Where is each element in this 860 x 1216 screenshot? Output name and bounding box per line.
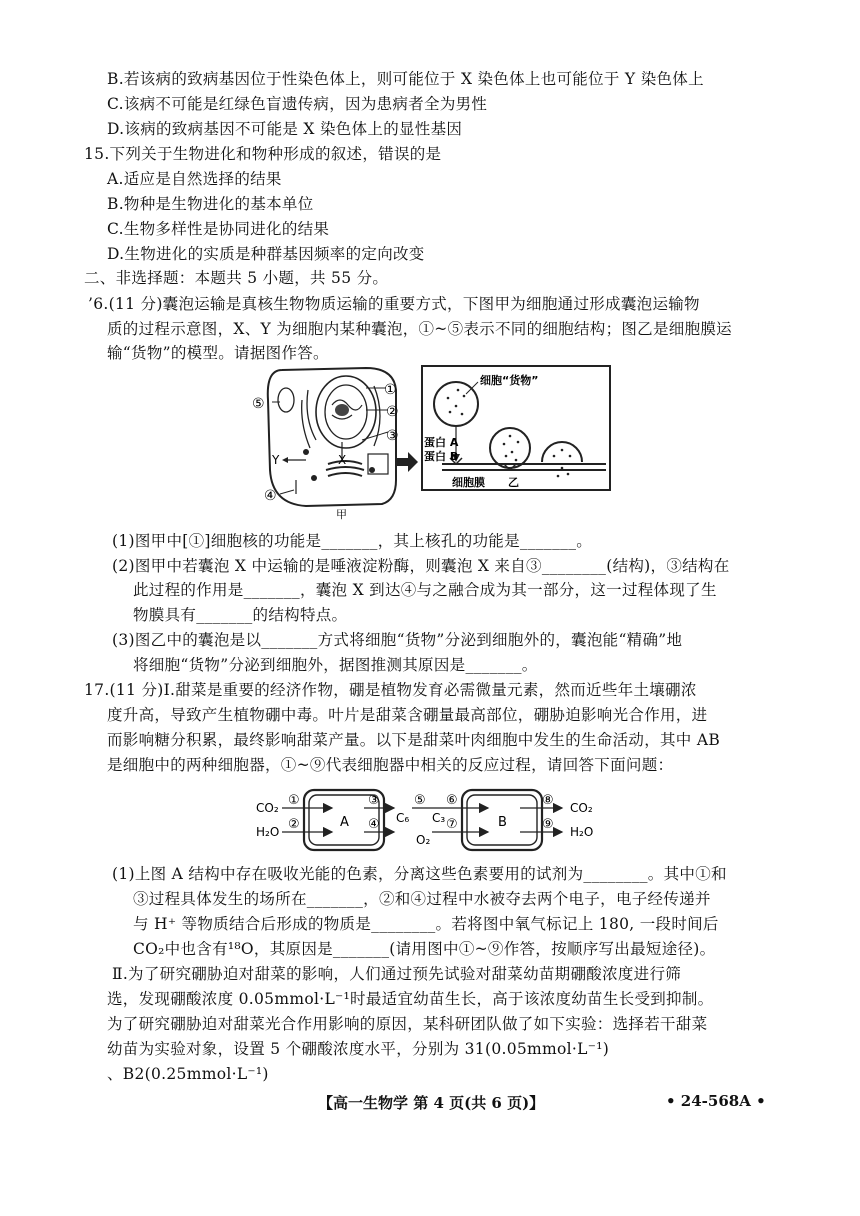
label-h2o-out: H₂O [570, 825, 594, 839]
vesicle-transport-figure [246, 360, 616, 522]
label-2: ② [386, 404, 399, 420]
q15-stem: 15.下列关于生物进化和物种形成的叙述，错误的是 [84, 145, 442, 163]
label-c3: C₃ [432, 811, 446, 825]
step-7: ⑦ [446, 817, 458, 832]
label-protein-a: 蛋白 A [424, 436, 459, 449]
organelle-process-figure [252, 784, 612, 856]
page-footer: 【高一生物学 第 4 页(共 6 页)】 [318, 1094, 545, 1112]
q17-part1-line2: ③过程具体发生的场所在_______，②和④过程中水被夺去两个电子，电子经传递并 [133, 890, 711, 908]
q17-part2-line4: 幼苗为实验对象，设置 5 个硼酸浓度水平，分别为 31(0.05mmol·L⁻¹) [107, 1040, 610, 1058]
q14-option-c: C.该病不可能是红绿色盲遗传病，因为患病者全为男性 [107, 95, 488, 113]
q17-part2-line2: 选，发现硼酸浓度 0.05mmol·L⁻¹时最适宜幼苗生长，高于该浓度幼苗生长受到抑制。 [107, 990, 714, 1008]
step-8: ⑧ [542, 793, 554, 808]
q16-stem-line1: ’6.(11 分)囊泡运输是真核生物物质运输的重要方式，下图甲为细胞通过形成囊泡运输物 [88, 295, 700, 313]
q16-stem-line3: 输“货物”的模型。请据图作答。 [107, 344, 329, 362]
arrow-icon [396, 452, 418, 472]
label-co2-out: CO₂ [570, 801, 593, 815]
q17-stem-line4: 是细胞中的两种细胞器，①~⑨代表细胞器中相关的反应过程，请回答下面问题： [107, 756, 674, 774]
q17-part1-line3: 与 H⁺ 等物质结合后形成的物质是________。若将图中氧气标记上 180, 一段时间后 [133, 915, 719, 933]
q17-part1-line4: CO₂中也含有¹⁸O，其原因是_______(请用图中①~⑨作答，按顺序写出最短途径)。 [133, 940, 716, 958]
label-c6: C₆ [396, 811, 410, 825]
label-protein-b: 蛋白 B [424, 450, 459, 463]
q15-option-c: C.生物多样性是协同进化的结果 [107, 220, 330, 238]
step-5: ⑤ [414, 793, 426, 808]
q17-part2-line3: 为了研究硼胁迫对甜菜光合作用影响的原因，某科研团队做了如下实验：选择若干甜菜 [107, 1015, 708, 1033]
label-4: ④ [264, 488, 277, 504]
step-2: ② [288, 817, 300, 832]
q16-stem-line2: 质的过程示意图，X、Y 为细胞内某种囊泡，①~⑤表示不同的细胞结构；图乙是细胞膜运 [107, 320, 732, 338]
q17-part2-line1: Ⅱ.为了研究硼胁迫对甜菜的影响，人们通过预先试验对甜菜幼苗期硼酸浓度进行筛 [112, 965, 682, 983]
q17-part1-line1: (1)上图 A 结构中存在吸收光能的色素，分离这些色素要用的试剂为________。其中①和 [112, 865, 727, 883]
q14-option-d: D.该病的致病基因不可能是 X 染色体上的显性基因 [107, 120, 463, 138]
q16-part2-line2: 此过程的作用是_______，囊泡 X 到达④与之融合成为其一部分，这一过程体现了生 [133, 581, 717, 599]
label-o2: O₂ [416, 833, 431, 847]
q17-stem-line3: 而影响糖分积累，最终影响甜菜产量。以下是甜菜叶肉细胞中发生的生命活动，其中 AB [107, 731, 721, 749]
exam-code: • 24-568A • [666, 1092, 766, 1110]
q16-part3-line1: (3)图乙中的囊泡是以_______方式将细胞“货物”分泌到细胞外的，囊泡能“精确”地 [112, 631, 683, 649]
q17-stem-line1: 17.(11 分)Ⅰ.甜菜是重要的经济作物，硼是植物发育必需微量元素，然而近些年土壤硼浓 [84, 681, 697, 699]
q17-stem-line2: 度升高，导致产生植物硼中毒。叶片是甜菜含硼量最高部位，硼胁迫影响光合作用，进 [107, 706, 708, 724]
step-6: ⑥ [446, 793, 458, 808]
q14-option-b: B.若该病的致病基因位于性染色体上，则可能位于 X 染色体上也可能位于 Y 染色体上 [107, 70, 704, 88]
step-3: ③ [368, 793, 380, 808]
q17-part2-line5: 、B2(0.25mmol·L⁻¹) [107, 1065, 269, 1083]
step-1: ① [288, 793, 300, 808]
q16-part2-line1: (2)图甲中若囊泡 X 中运输的是唾液淀粉酶，则囊泡 X 来自③________(结构)，③结构在 [112, 557, 730, 575]
q15-option-d: D.生物进化的实质是种群基因频率的定向改变 [107, 245, 425, 263]
label-1: ① [384, 382, 397, 398]
q16-part2-line3: 物膜具有_______的结构特点。 [133, 606, 348, 624]
q16-part1: (1)图甲中[①]细胞核的功能是_______，其上核孔的功能是_______。 [112, 532, 593, 550]
label-co2: CO₂ [256, 801, 279, 815]
label-yi: 乙 [508, 476, 519, 489]
cell-diagram-jia [268, 368, 396, 506]
label-5: ⑤ [252, 396, 265, 412]
label-3: ③ [386, 428, 399, 444]
label-b: B [498, 815, 507, 830]
label-membrane: 细胞膜 [452, 476, 485, 489]
q15-option-b: B.物种是生物进化的基本单位 [107, 195, 314, 213]
label-a: A [340, 815, 349, 830]
label-y: Y [272, 453, 280, 467]
q16-part3-line2: 将细胞“货物”分泌到细胞外，据图推测其原因是_______。 [133, 656, 538, 674]
label-jia: 甲 [336, 508, 347, 521]
step-4: ④ [368, 817, 380, 832]
label-cargo: 细胞“货物” [480, 374, 539, 387]
step-9: ⑨ [542, 817, 554, 832]
label-h2o: H₂O [256, 825, 280, 839]
q15-option-a: A.适应是自然选择的结果 [107, 170, 282, 188]
label-x: X [338, 453, 347, 467]
section-heading: 二、非选择题：本题共 5 小题，共 55 分。 [84, 269, 389, 287]
